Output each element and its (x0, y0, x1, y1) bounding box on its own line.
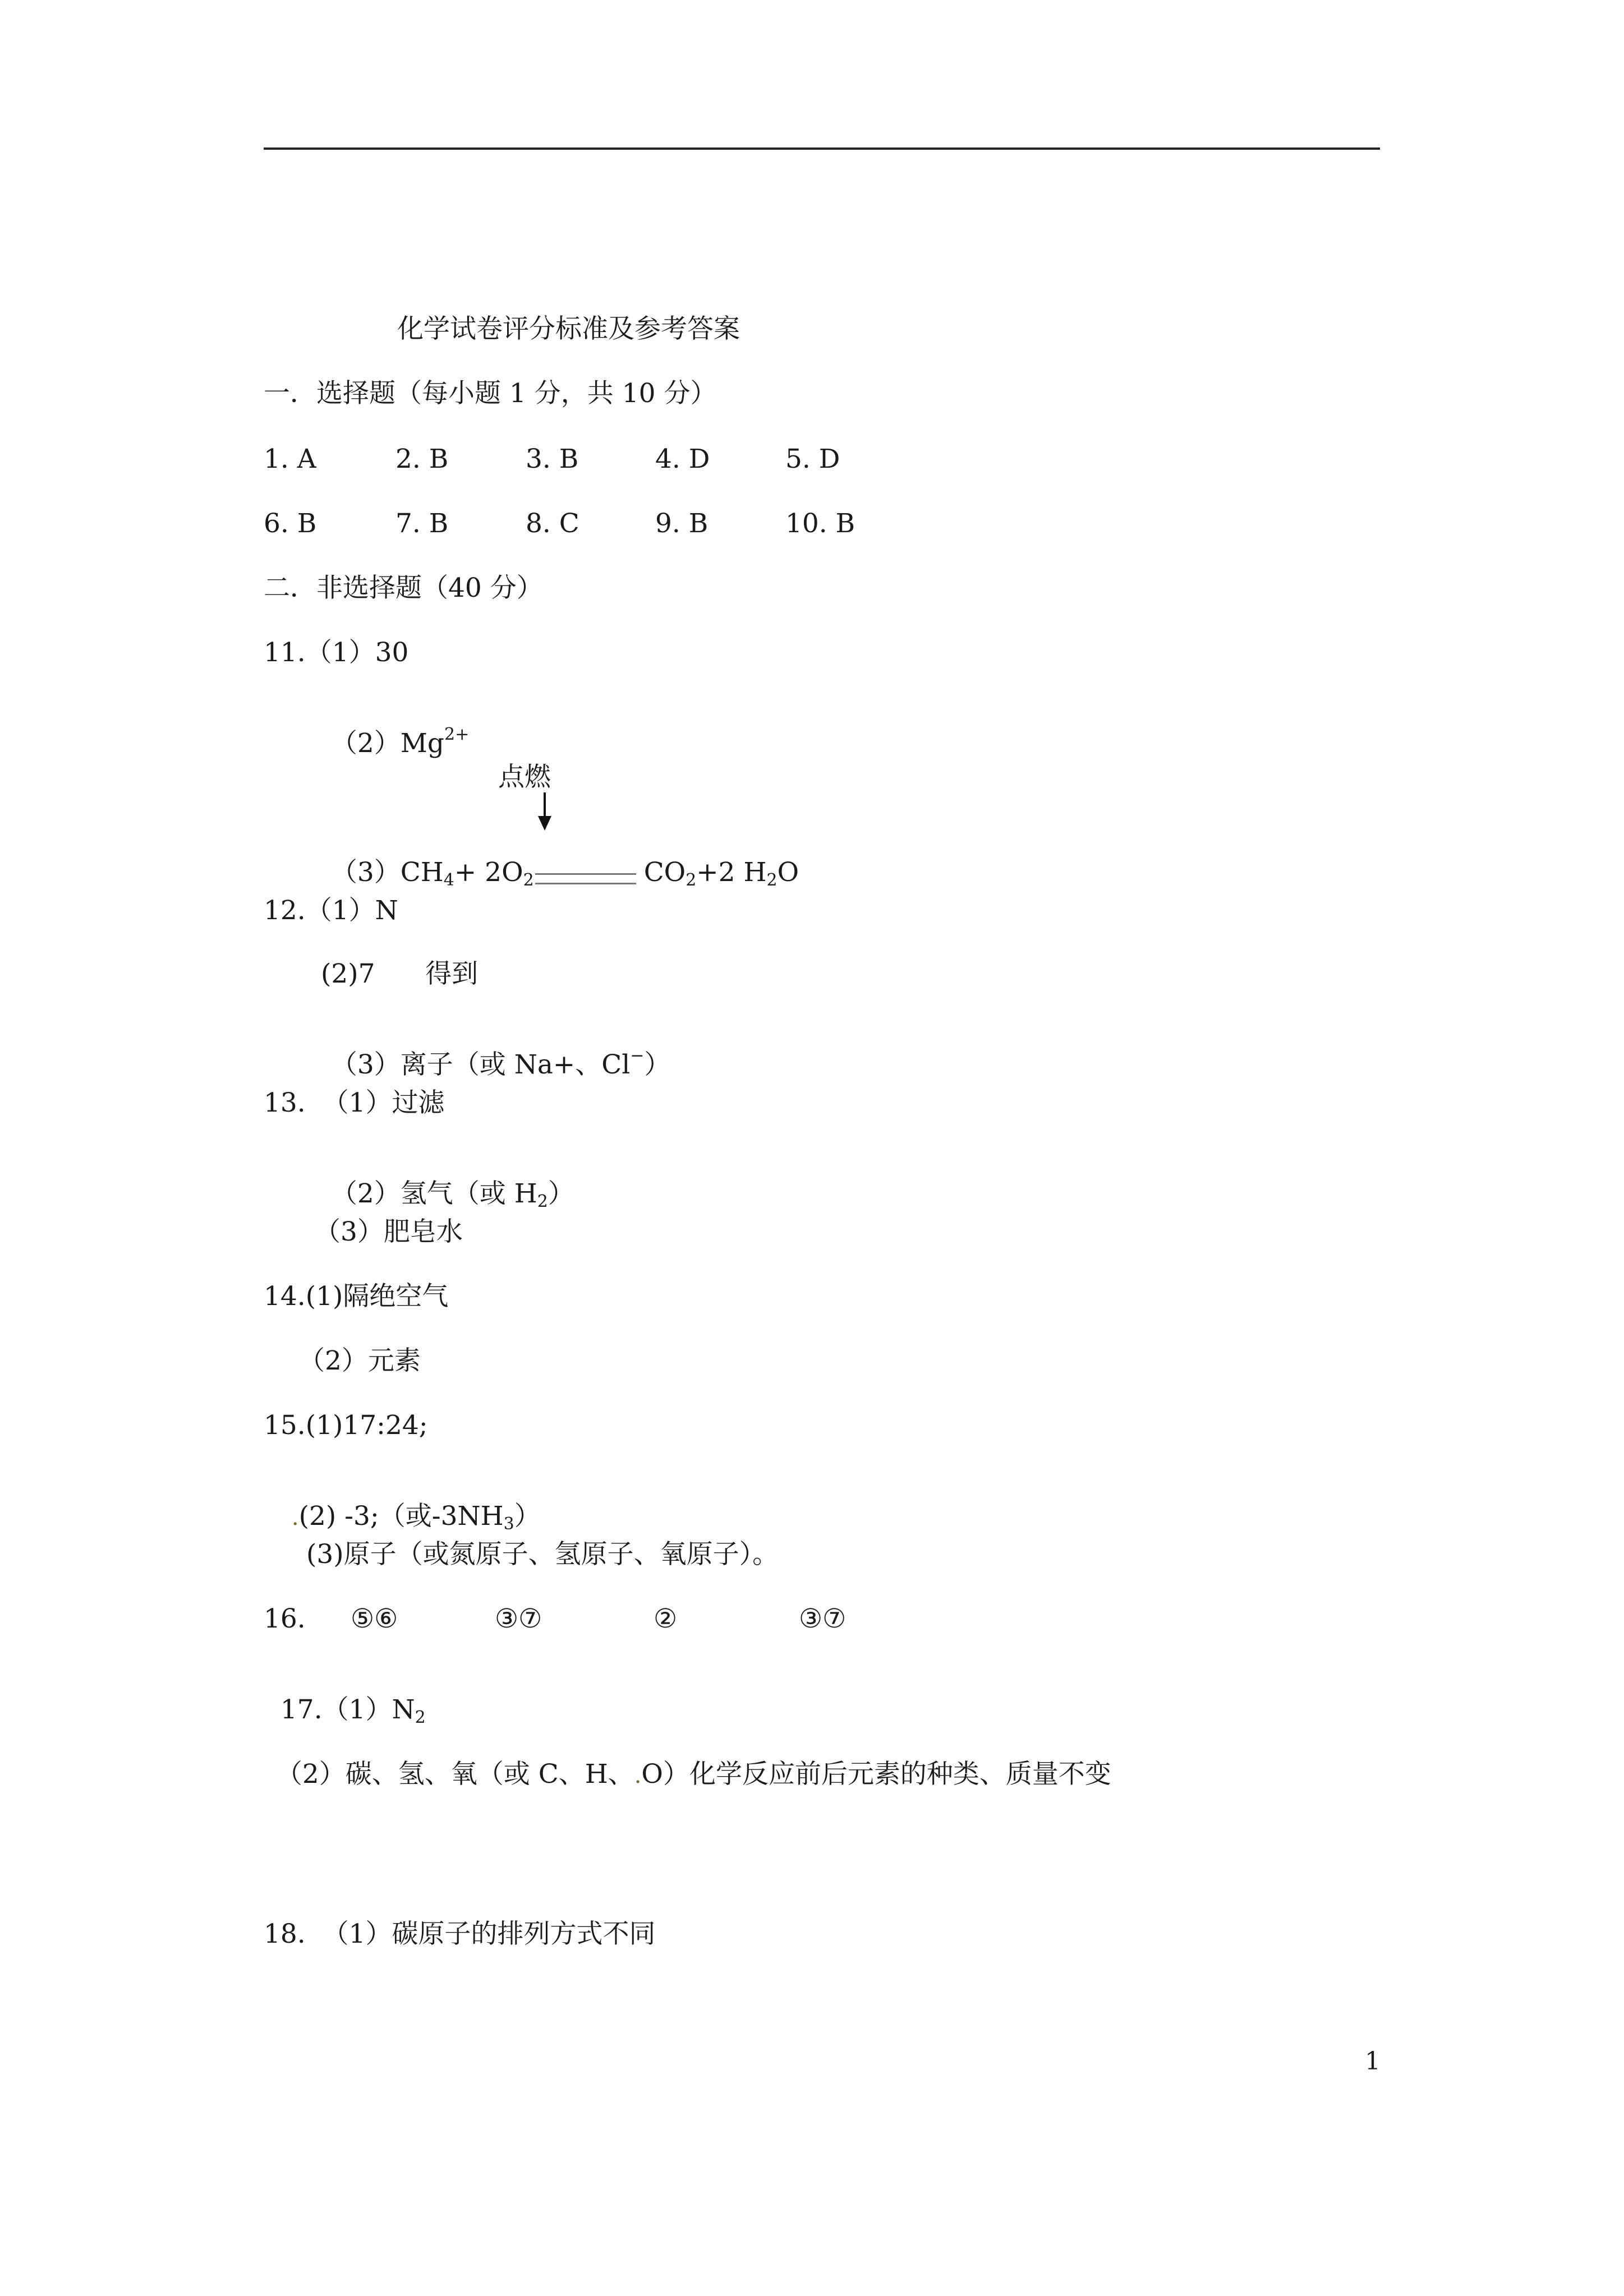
q16-answer-2: ③⑦ (495, 1603, 542, 1634)
answer-10: 10. B (785, 508, 855, 539)
answer-3: 3. B (526, 444, 579, 474)
subscript: 3 (503, 1514, 514, 1534)
q12-part-3-end: ） (644, 1049, 671, 1080)
answer-6: 6. B (264, 508, 317, 539)
subscript: 2 (537, 1192, 548, 1211)
eq-product-h2o-end: O (777, 857, 799, 888)
answer-2: 2. B (395, 444, 449, 474)
answer-8: 8. C (526, 508, 579, 539)
q15-part-2-text: (2) -3;（或-3NH (298, 1501, 504, 1532)
equals-sign (535, 873, 636, 884)
eq-product-h2o: +2 H (696, 857, 767, 888)
q15-part-2 (275, 1477, 541, 1534)
q16-answer-3: ② (654, 1603, 678, 1634)
q11-part-2 (314, 704, 469, 757)
q17-part-1 (264, 1670, 426, 1727)
page-number: 1 (1365, 2047, 1381, 2076)
section-2-heading: 二．非选择题（40 分） (264, 573, 543, 603)
q16-answer-1: ⑤⑥ (351, 1603, 398, 1634)
subscript: 2 (523, 870, 534, 890)
q13-part-2-end: ） (548, 1178, 574, 1209)
subscript: 2 (766, 870, 778, 890)
q12-part-1: 12.（1）N (264, 895, 398, 926)
answer-9: 9. B (655, 508, 709, 539)
q18-part-1: 18. （1）碳原子的排列方式不同 (264, 1919, 656, 1949)
down-arrow-icon (536, 792, 553, 832)
charge-superscript: − (630, 1046, 645, 1066)
q11-part-1: 11.（1）30 (264, 637, 409, 668)
q14-part-2: （2）元素 (298, 1345, 421, 1376)
q15-part-1: 15.(1)17:24; (264, 1410, 428, 1441)
answer-5: 5. D (785, 444, 840, 474)
q17-part-2-text-end: O）化学反应前后元素的种类、质量不变 (641, 1759, 1111, 1790)
eq-product-co2: CO (643, 857, 686, 888)
q17-part-2-text: （2）碳、氢、氧（或 C、H、 (275, 1759, 634, 1790)
subscript: 2 (686, 870, 697, 890)
q17-part-1-text: 17.（1）N (280, 1694, 415, 1725)
answer-4: 4. D (655, 444, 710, 474)
q16-answer-4: ③⑦ (799, 1603, 846, 1634)
header-rule (264, 147, 1380, 150)
q15-part-3: (3)原子（或氮原子、氢原子、氧原子）。 (306, 1539, 779, 1570)
section-1-heading: 一．选择题（每小题 1 分，共 10 分） (264, 378, 717, 409)
charge-superscript: 2+ (444, 725, 470, 744)
q11-part-3-equation (314, 833, 799, 890)
answer-7: 7. B (395, 508, 449, 539)
eq-reactant-ch4: （3）CH (330, 857, 444, 888)
subscript: 4 (443, 870, 454, 890)
q12-part-3 (314, 1025, 670, 1078)
stray-dot-mark: . (291, 1505, 299, 1530)
q13-part-1: 13. （1）过滤 (264, 1087, 445, 1118)
q13-part-2 (314, 1154, 574, 1211)
document-title: 化学试卷评分标准及参考答案 (397, 313, 740, 344)
q11-part-2-text: （2）Mg (330, 728, 445, 759)
q13-part-2-text: （2）氢气（或 H (330, 1178, 537, 1209)
subscript: 2 (415, 1708, 426, 1727)
q17-part-2 (259, 1735, 1111, 1790)
q15-part-2-end: ） (514, 1501, 541, 1532)
q12-part-2: (2)7 得到 (321, 958, 479, 989)
q16-label: 16. (264, 1603, 306, 1634)
q14-part-1: 14.(1)隔绝空气 (264, 1281, 449, 1312)
q12-part-3-text: （3）离子（或 Na+、Cl (330, 1049, 631, 1080)
eq-reactant-o2: + 2O (454, 857, 523, 888)
stray-dot-mark: . (634, 1763, 642, 1788)
answer-1: 1. A (264, 444, 316, 474)
q13-part-3: （3）肥皂水 (314, 1216, 463, 1247)
reaction-condition: 点燃 (498, 762, 551, 792)
